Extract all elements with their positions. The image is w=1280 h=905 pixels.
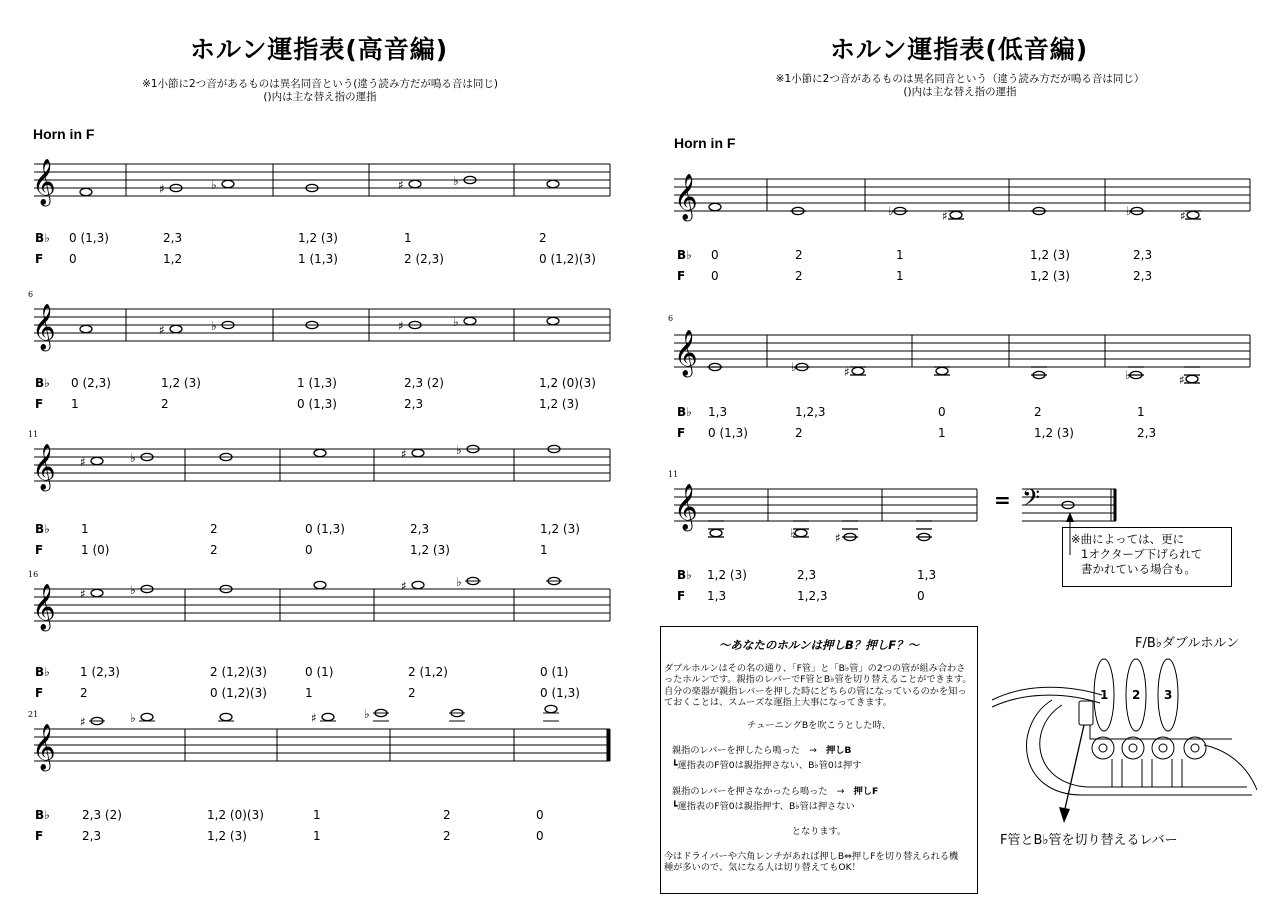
fingering-cell: 1 (1,3) [297,376,337,390]
flat-sign: ♭ [456,575,462,589]
fingering-cell: 0 (1) [540,665,569,679]
fingering-cell: 2,3 (2) [82,808,122,822]
fingering-cell: 1,2,3 [795,405,826,419]
left-row-bb-3 [0,522,640,538]
fingering-cell: 2 [443,808,451,822]
bb-label: B♭ [35,522,50,536]
left-horn-label: Horn in F [33,126,95,142]
octave-note-box [1062,527,1232,587]
note-head [547,317,559,324]
f-label: F [35,829,44,843]
fingering-cell: 1 [305,686,313,700]
svg-text:𝄞: 𝄞 [32,159,56,205]
fingering-cell: 2 [408,686,416,700]
right-row-bb-2 [0,405,1280,421]
fingering-cell: 0 [69,252,77,266]
fingering-cell: 2,3 (2) [404,376,444,390]
fingering-cell: 0 (1,3) [708,426,748,440]
fingering-cell: 1,2 (3) [410,543,450,557]
fingering-cell: 0 [938,405,946,419]
fingering-cell: 2 [795,248,803,262]
note-head [170,325,182,332]
fingering-cell: 2 [1034,405,1042,419]
left-row-bb-2 [0,376,640,392]
fingering-cell: 1,3 [917,568,937,582]
fingering-cell: 1,2 (3) [707,568,747,582]
fingering-cell: 1,2 (3) [539,397,579,411]
right-row-bb-1 [0,248,1280,264]
box-case2-result: 押しF [853,785,879,797]
fingering-cell: 1 [404,231,412,245]
right-measure-number-11: 11 [668,470,679,479]
box-case1-text: 親指のレバーを押したら鳴った → [672,745,827,757]
fingering-cell: 0 [917,589,925,603]
sharp-sign: ♯ [80,587,86,601]
right-row-f-1 [0,269,1280,285]
bb-label: B♭ [35,376,50,390]
box-case2 [664,786,974,797]
fingering-cell: 2,3 [1133,269,1153,283]
left-note-line2: ()内は主な替え指の運指 [263,91,377,103]
fingering-cell: 2 [161,397,169,411]
svg-text:♯: ♯ [942,209,948,223]
equals-sign: = [994,488,1011,512]
fingering-cell: 1,2 (3) [298,231,338,245]
svg-text:𝄞: 𝄞 [674,330,698,376]
right-staff-1 [670,170,1270,230]
left-measure-number-11: 11 [28,430,39,439]
svg-text:♭: ♭ [1126,204,1132,218]
sharp-sign: ♯ [398,319,404,333]
fingering-cell: 1,2 (0)(3) [207,808,264,822]
fingering-cell: 2 [80,686,88,700]
box-para-4: ておくことは、スムーズな運指上大事になってきます。 [664,696,893,708]
fingering-cell: 1 [896,269,904,283]
fingering-cell: 1 (2,3) [80,665,120,679]
sharp-sign: ♯ [398,178,404,192]
lever-label: F管とB♭管を切り替えるレバー [1000,833,1178,848]
note-head [141,713,153,720]
left-measure-number-6: 6 [28,290,34,299]
left-row-bb-5 [0,808,640,824]
sharp-sign: ♯ [159,323,165,337]
note-head [547,180,559,187]
box-case1-result: 押しB [826,745,852,757]
fingering-cell: 0 (1,2)(3) [210,686,267,700]
left-measure-number-16: 16 [28,570,39,579]
double-horn-title: F/B♭ダブルホルン [1135,636,1240,651]
box-para-2: ったホルンです。親指のレバーでF管とB♭管を切り替えることができます。 [664,674,972,686]
svg-text:𝄞: 𝄞 [32,724,56,770]
svg-text:♭: ♭ [888,204,894,218]
flat-sign: ♭ [130,583,136,597]
note-head [412,449,424,456]
left-staff-3 [30,440,630,500]
push-b-or-f-box [660,626,978,894]
box-heading: ～あなたのホルンは押しB？押しF？～ [718,638,920,652]
note-head [545,705,557,712]
flat-sign: ♭ [130,711,136,725]
fingering-cell: 1 [540,543,548,557]
left-note-line1: ※1小節に2つ音があるものは異名同音という(違う読み方だが鳴る音は同じ) [142,78,498,90]
svg-text:𝄞: 𝄞 [32,584,56,630]
fingering-cell: 0 (1,3) [305,522,345,536]
valve-3-label: 3 [1164,688,1173,702]
fingering-cell: 2 [210,543,218,557]
fingering-cell: 0 [711,269,719,283]
fingering-cell: 2 (1,2)(3) [210,665,267,679]
right-note-line1: ※1小節に2つ音があるものは異名同音という（違う読み方だが鳴る音は同じ） [775,73,1145,85]
fingering-cell: 1,2 (0)(3) [539,376,596,390]
fingering-cell: 2,3 [404,397,424,411]
fingering-cell: 1,2 (3) [540,522,580,536]
fingering-cell: 2,3 [1133,248,1153,262]
fingering-cell: 1,2 (3) [1030,248,1070,262]
flat-sign: ♭ [211,319,217,333]
note-head [91,457,103,464]
fingering-cell: 1,2 (3) [161,376,201,390]
fingering-cell: 2,3 [797,568,817,582]
f-label: F [677,269,686,283]
fingering-cell: 2,3 [163,231,183,245]
svg-text:♯: ♯ [1180,209,1186,223]
note-head [464,317,476,324]
box-case2-sub: ┗運指表のF管0は親指押す、B♭管は押さない [672,800,855,812]
left-measure-number-21: 21 [28,710,39,719]
fingering-cell: 1,2 (3) [207,829,247,843]
flat-sign: ♭ [364,707,370,721]
octave-note-line3: 書かれている場合も。 [1081,562,1196,576]
fingering-cell: 0 (1,2)(3) [539,252,596,266]
octave-note-line1: ※曲によっては、更に [1071,532,1185,546]
fingering-cell: 1,2 (3) [1030,269,1070,283]
box-para-1: ダブルホルンはその名の通り、「F管」と「B♭管」の2つの管が組み合わさ [664,663,966,675]
svg-text:♯: ♯ [1179,373,1185,387]
fingering-cell: 1,2 [163,252,183,266]
sharp-sign: ♯ [80,715,86,729]
fingering-cell: 0 (1,3) [69,231,109,245]
left-row-bb-1 [0,231,640,247]
fingering-cell: 1 [313,808,321,822]
svg-text:♯: ♯ [835,531,841,545]
svg-text:𝄞: 𝄞 [32,444,56,490]
left-row-f-5 [0,829,640,845]
f-label: F [677,589,686,603]
f-label: F [677,426,686,440]
svg-text:𝄞: 𝄞 [674,174,698,220]
left-title: ホルン運指表(高音編) [190,35,449,64]
fingering-cell: 1 [71,397,79,411]
flat-sign: ♭ [456,443,462,457]
left-row-bb-4 [0,665,640,681]
valve-1-label: 1 [1100,688,1109,702]
octave-note-line2: 1オクターブ下げられて [1081,547,1203,561]
fingering-cell: 2,3 [410,522,430,536]
right-title: ホルン運指表(低音編) [830,35,1089,64]
double-horn-diagram [992,655,1267,840]
right-note [730,73,1190,99]
fingering-cell: 0 (1) [305,665,334,679]
fingering-cell: 2 [539,231,547,245]
note-head [314,449,326,456]
box-conclusion: となります。 [791,826,847,838]
fingering-cell: 2 [443,829,451,843]
fingering-cell: 1 [896,248,904,262]
note-head [322,713,334,720]
right-staff-2 [670,326,1270,386]
fingering-cell: 0 [536,829,544,843]
svg-text:𝄢: 𝄢 [1022,484,1041,517]
box-footer-2: 種が多いので、気になる人は切り替えてもOK！ [664,862,861,874]
sharp-sign: ♯ [401,579,407,593]
fingering-cell: 1 [313,829,321,843]
fingering-cell: 1 (1,3) [298,252,338,266]
flat-sign: ♭ [130,451,136,465]
fingering-cell: 0 [536,808,544,822]
f-label: F [35,397,44,411]
bb-label: B♭ [35,665,50,679]
note-head [222,180,234,187]
bb-label: B♭ [677,568,692,582]
svg-text:♯: ♯ [844,365,850,379]
note-head [220,713,232,720]
fingering-cell: 0 (1,3) [540,686,580,700]
left-row-f-4 [0,686,640,702]
svg-text:♭: ♭ [1125,368,1131,382]
box-case2-text: 親指のレバーを押さなかったら鳴った → [672,785,854,797]
bb-label: B♭ [677,248,692,262]
left-row-f-3 [0,543,640,559]
sharp-sign: ♯ [80,455,86,469]
left-staff-1 [30,155,630,215]
fingering-cell: 1 [81,522,89,536]
fingering-cell: 0 [305,543,313,557]
note-head [409,180,421,187]
fingering-cell: 2 (2,3) [404,252,444,266]
note-head [80,188,92,195]
fingering-cell: 1,2,3 [797,589,828,603]
fingering-cell: 0 (1,3) [297,397,337,411]
box-tuning: チューニングBを吹こうとした時、 [747,720,891,732]
f-label: F [35,543,44,557]
box-case1-sub: ┗運指表のF管0は親指押さない、B♭管0は押す [672,760,862,772]
fingering-cell: 2,3 [1137,426,1157,440]
fingering-cell: 2 (1,2) [408,665,448,679]
fingering-cell: 1 [1137,405,1145,419]
svg-text:♭: ♭ [791,360,797,374]
left-note [120,78,520,104]
right-row-f-3 [0,589,1280,605]
sharp-sign: ♯ [311,711,317,725]
f-label: F [35,686,44,700]
box-footer-1: 今はドライバーや六角レンチがあれば押しB⇔押しFを切り替えられる機 [664,851,959,863]
valve-2-label: 2 [1132,688,1141,702]
right-horn-label: Horn in F [674,135,736,151]
left-staff-2 [30,300,630,360]
note-head [80,325,92,332]
fingering-cell: 1,3 [707,589,727,603]
fingering-cell: 2,3 [82,829,102,843]
bb-label: B♭ [35,808,50,822]
fingering-cell: 2 [210,522,218,536]
fingering-cell: 1,3 [708,405,728,419]
fingering-cell: 0 [711,248,719,262]
fingering-cell: 0 (2,3) [71,376,111,390]
f-label: F [35,252,44,266]
sharp-sign: ♯ [159,182,165,196]
right-row-f-2 [0,426,1280,442]
right-measure-number-6: 6 [668,314,674,323]
flat-sign: ♭ [211,178,217,192]
box-case1 [664,745,974,756]
fingering-cell: 1 (0) [81,543,110,557]
right-note-line2: ()内は主な替え指の運指 [903,86,1017,98]
bb-label: B♭ [677,405,692,419]
fingering-cell: 2 [795,426,803,440]
fingering-cell: 1 [938,426,946,440]
fingering-cell: 2 [795,269,803,283]
flat-sign: ♭ [453,315,459,329]
svg-text:𝄞: 𝄞 [32,304,56,350]
flat-sign: ♭ [453,174,459,188]
svg-text:♭: ♭ [790,526,796,540]
sharp-sign: ♯ [401,447,407,461]
bb-label: B♭ [35,231,50,245]
box-para-3: 自分の楽器が親指レバーを押した時にどちらの管になっているのかを知っ [664,685,967,697]
fingering-cell: 1,2 (3) [1034,426,1074,440]
svg-text:𝄞: 𝄞 [674,484,698,530]
